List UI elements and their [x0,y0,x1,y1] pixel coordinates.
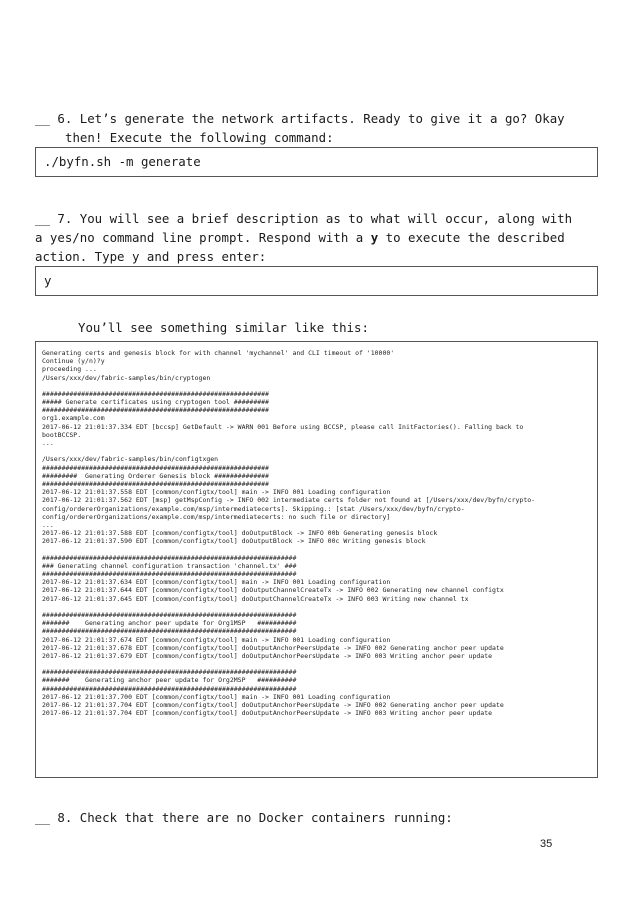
console-line: 2017-06-12 21:01:37.700 EDT [common/configtx/tool] main -> INFO 001 Loading configuration [42,692,391,701]
console-line: ################################################################# [42,553,297,562]
console-line: ################################################################# [42,627,297,636]
console-line [42,382,591,390]
console-line: 2017-06-12 21:01:37.562 EDT [msp] getMspConfig -> INFO 002 intermediate certs folder not found at [/Users/xxx/dev/byfn/crypto- [42,496,536,505]
console-line: org1.example.com [42,414,105,423]
console-line: ####### Generating anchor peer update for Org1MSP ########## [42,619,297,628]
console-line: 2017-06-12 21:01:37.590 EDT [common/configtx/tool] doOutputBlock -> INFO 00c Writing genesis block [42,537,426,546]
console-line: proceeding ... [42,365,97,374]
console-line: 2017-06-12 21:01:37.588 EDT [common/configtx/tool] doOutputBlock -> INFO 00b Generating genesis block [42,529,438,538]
console-line: ########################################################## [42,463,269,472]
console-line [42,660,591,668]
console-line: Continue (y/n)?y [42,357,105,366]
console-line: ####### Generating anchor peer update for Org2MSP ########## [42,676,297,685]
console-line: 2017-06-12 21:01:37.679 EDT [common/configtx/tool] doOutputAnchorPeersUpdate -> INFO 003 Writing anchor peer update [42,651,493,660]
step-8-text [35,808,600,827]
console-line [42,603,591,611]
console-line [42,545,591,553]
console-line: ########################################################## [42,406,269,415]
console-line: ########################################################## [42,389,269,398]
console-line: config/ordererOrganizations/example.com/msp/intermediatecerts]. Skipping.: [stat /Users/xxx/dev/byfn/crypto- [42,504,465,513]
similar-output-intro: You’ll see something similar like this: [78,320,369,335]
console-line: ... [42,520,54,529]
console-line: bootBCCSP. [42,430,82,439]
step-6-line-2: then! Execute the following command: [65,130,334,145]
console-line: 2017-06-12 21:01:37.634 EDT [common/configtx/tool] main -> INFO 001 Loading configuration [42,578,391,587]
console-line: 2017-06-12 21:01:37.674 EDT [common/configtx/tool] main -> INFO 001 Loading configuration [42,635,391,644]
console-line: /Users/xxx/dev/fabric-samples/bin/cryptogen [42,373,211,382]
step-7-command-box[interactable] [35,266,598,296]
step-7-line-3: action. Type y and press enter: [35,249,267,264]
console-line: 2017-06-12 21:01:37.704 EDT [common/configtx/tool] doOutputAnchorPeersUpdate -> INFO 002 Generating anchor peer update [42,700,504,709]
console-line: ########################################################## [42,479,269,488]
console-line: /Users/xxx/dev/fabric-samples/bin/configtxgen [42,455,219,464]
step-6-command: ./byfn.sh -m generate [44,154,201,169]
console-line [42,447,591,455]
step-7-text [35,209,600,266]
console-line: 2017-06-12 21:01:37.678 EDT [common/configtx/tool] doOutputAnchorPeersUpdate -> INFO 002 Generating anchor peer update [42,643,504,652]
console-line: 2017-06-12 21:01:37.558 EDT [common/configtx/tool] main -> INFO 001 Loading configuration [42,488,391,497]
step-6-command-box[interactable] [35,147,598,177]
console-line: config/ordererOrganizations/example.com/msp/intermediatecerts: no such file or directory] [42,512,391,521]
page-number: 35 [540,838,553,850]
console-line: 2017-06-12 21:01:37.704 EDT [common/configtx/tool] doOutputAnchorPeersUpdate -> INFO 003 Writing anchor peer update [42,709,493,718]
console-line: ######### Generating Orderer Genesis block ############## [42,471,269,480]
console-line: ################################################################# [42,684,297,693]
step-6-text [35,109,600,147]
console-output-box[interactable] [35,341,598,778]
step-7-line-1: __ 7. You will see a brief description as to what will occur, along with [35,211,573,226]
step-7-line-2-post: to execute the described [378,230,565,245]
step-8-line-1: __ 8. Check that there are no Docker containers running: [35,810,453,825]
console-line: ################################################################# [42,668,297,677]
step-6-line-1: __ 6. Let’s generate the network artifacts. Ready to give it a go? Okay [35,111,565,126]
console-line: ... [42,439,54,448]
console-line: ################################################################# [42,610,297,619]
console-line: Generating certs and genesis block for with channel 'mychannel' and CLI timeout of '10000' [42,349,395,357]
console-line: 2017-06-12 21:01:37.334 EDT [bccsp] GetDefault -> WARN 001 Before using BCCSP, please call InitFactories(). Falling back to [42,422,524,431]
step-7-command: y [44,273,52,288]
step-7-bold-y: y [370,230,379,245]
console-line: ##### Generate certificates using cryptogen tool ######### [42,398,269,407]
console-line: ################################################################# [42,570,297,579]
console-line: 2017-06-12 21:01:37.644 EDT [common/configtx/tool] doOutputChannelCreateTx -> INFO 002 Generating new channel configtx [42,586,504,595]
console-line: 2017-06-12 21:01:37.645 EDT [common/configtx/tool] doOutputChannelCreateTx -> INFO 003 Writing new channel tx [42,594,469,603]
step-7-line-2-pre: a yes/no command line prompt. Respond with a [35,230,371,245]
console-line: ### Generating channel configuration transaction 'channel.tx' ### [42,561,297,570]
